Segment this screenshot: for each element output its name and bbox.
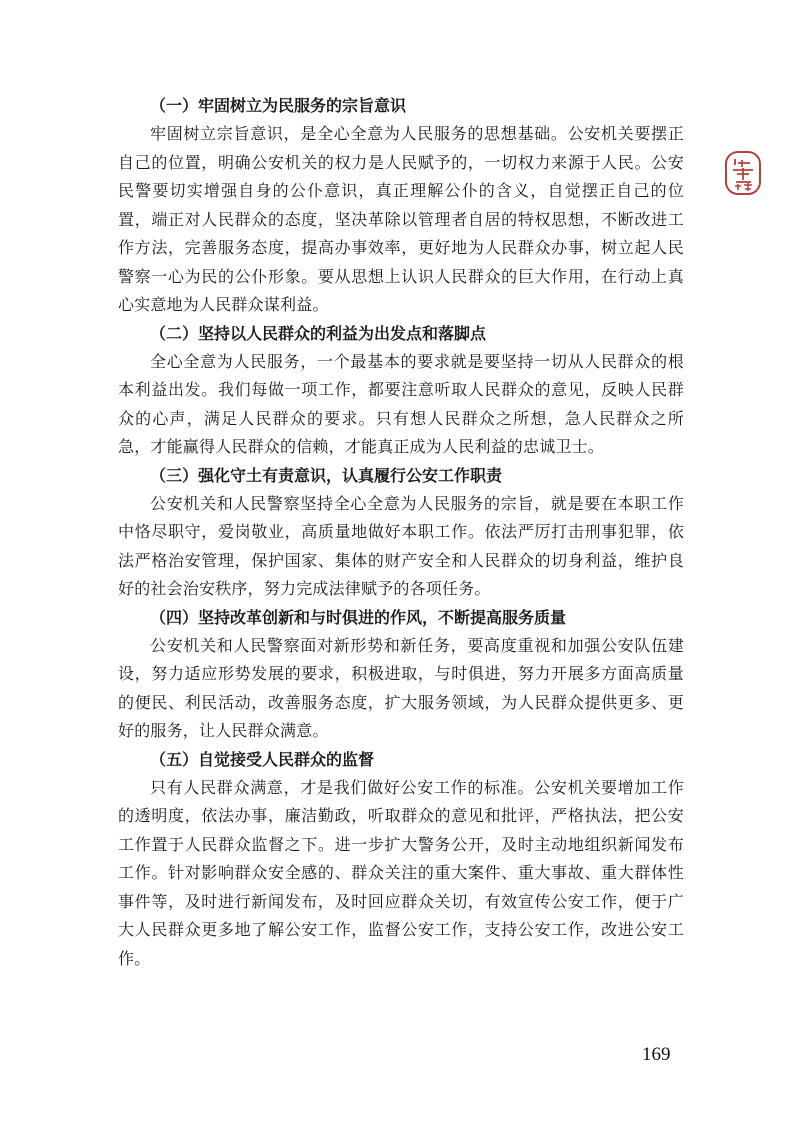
section-paragraph: 公安机关和人民警察面对新形势和新任务，要高度重视和加强公安队伍建设，努力适应形势发展的要求，积极进取，与时俱进，努力开展多方面高质量的便民、利民活动，改善服务态度，扩大服务领域，为人民群众提供更多、更好的服务，让人民群众满意。 [118,635,684,740]
section-paragraph: 全心全意为人民服务，一个最基本的要求就是要坚持一切从人民群众的根本利益出发。我们每做一项工作，都要注意听取人民群众的意见，反映人民群众的心声，满足人民群众的要求。只有想人民群众之所想，急人民群众之所急，才能赢得人民群众的信赖，才能真正成为人民利益的忠诚卫士。 [118,351,684,456]
section-heading: （二）坚持以人民群众的利益为出发点和落脚点 [150,323,487,343]
section-4 [118,604,684,746]
section-2 [118,320,684,462]
section-paragraph: 公安机关和人民警察坚持全心全意为人民服务的宗旨，就是要在本职工作中恪尽职守，爱岗敬业，高质量地做好本职工作。依法严厉打击刑事犯罪，依法严格治安管理，保护国家、集体的财产安全和人民群众的切身利益，维护良好的社会治安秩序，努力完成法律赋予的各项任务。 [118,493,684,598]
section-paragraph: 只有人民群众满意，才是我们做好公安工作的标准。公安机关要增加工作的透明度，依法办事，廉洁勤政，听取群众的意见和批评，严格执法，把公安工作置于人民群众监督之下。进一步扩大警务公开，及时主动地组织新闻发布工作。针对影响群众安全感的、群众关注的重大案件、重大事故、重大群体性事件等，及时进行新闻发布，及时回应群众关切，有效宣传公安工作，便于广大人民群众更多地了解公安工作，监督公安工作，支持公安工作，改进公安工作。 [118,777,684,968]
document-body [118,92,684,973]
page-number: 169 [642,1044,671,1065]
section-heading: （四）坚持改革创新和与时俱进的作风，不断提高服务质量 [150,607,567,627]
section-heading: （一）牢固树立为民服务的宗旨意识 [150,96,407,115]
section-heading: （五）自觉接受人民群众的监督 [150,749,375,769]
section-paragraph: 牢固树立宗旨意识，是全心全意为人民服务的思想基础。公安机关要摆正自己的位置，明确公安机关的权力是人民赋予的，一切权力来源于人民。公安民警要切实增强自身的公仆意识，真正理解公仆的含义，自觉摆正自己的位置，端正对人民群众的态度，坚决革除以管理者自居的特权思想，不断改进工作方法，完善服务态度，提高办事效率，更好地为人民群众办事，树立起人民警察一心为民的公仆形象。要从思想上认识人民群众的巨大作用，在行动上真心实意地为人民群众谋利益。 [118,124,684,314]
section-5 [118,746,684,974]
seal-stamp-icon [724,150,762,196]
section-3 [118,462,684,604]
section-1 [118,92,684,320]
section-heading: （三）强化守土有责意识，认真履行公安工作职责 [150,465,503,485]
